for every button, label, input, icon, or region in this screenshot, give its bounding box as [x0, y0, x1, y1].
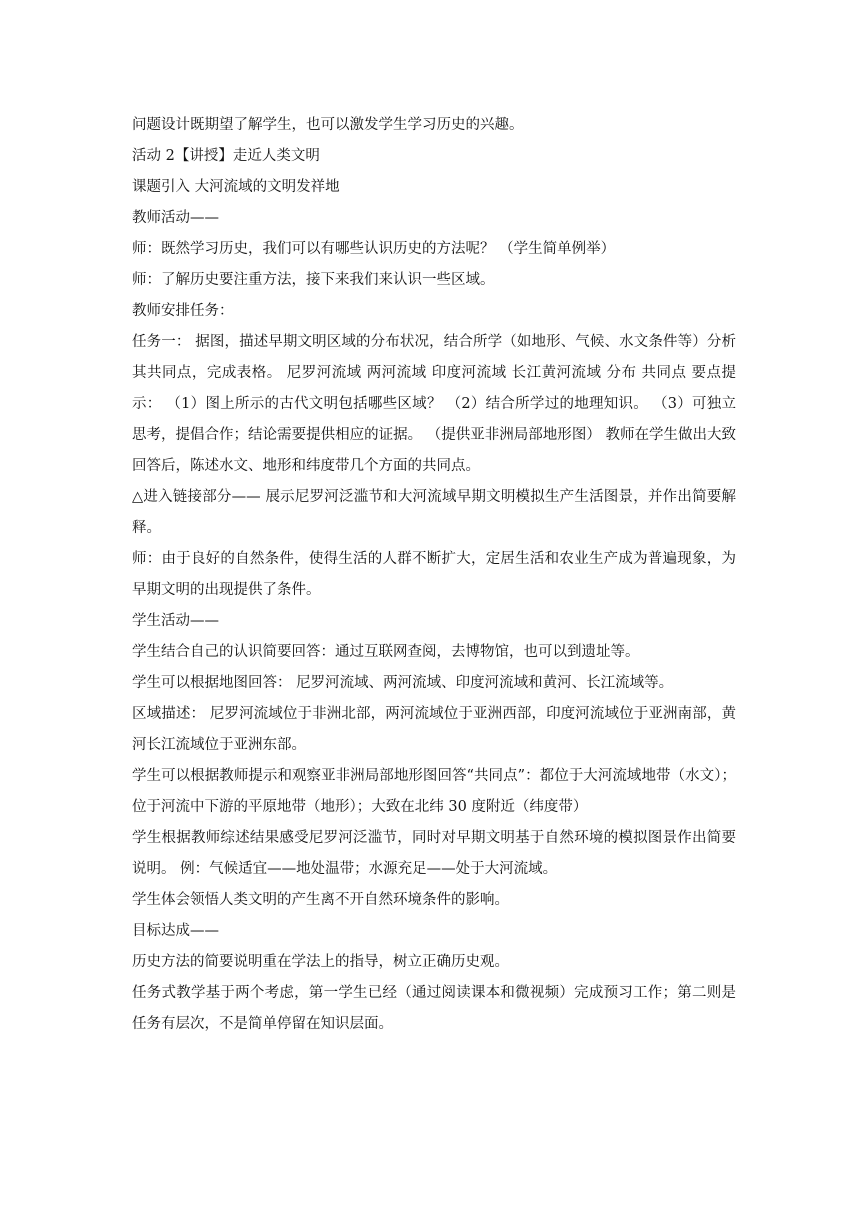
paragraph-goal-task-teaching: 任务式教学基于两个考虑，第一学生已经（通过阅读课本和微视频）完成预习工作；第二则是任务有层次，不是简单停留在知识层面。	[132, 985, 736, 1032]
paragraph-student-answer-map: 学生可以根据地图回答： 尼罗河流域、两河流域、印度河流域和黄河、长江流域等。	[132, 675, 674, 691]
paragraph-student-answer-methods: 学生结合自己的认识简要回答：通过互联网查阅，去博物馆，也可以到遗址等。	[132, 644, 640, 660]
paragraph-teacher-activity-heading: 教师活动——	[132, 210, 219, 226]
paragraph-teacher-conditions: 师：由于良好的自然条件，使得生活的人群不断扩大，定居生活和农业生产成为普遍现象，为早期文明的出现提供了条件。	[132, 551, 736, 598]
paragraph-task-one: 任务一： 据图，描述早期文明区域的分布状况，结合所学（如地形、气候、水文条件等）分析其共同点，完成表格。 尼罗河流域 两河流域 印度河流域 长江黄河流域 分布 共同点 要点提示： （1）图上所示的古代文明包括哪些区域？ （2）结合所学过的地理知识。 （3）可独立思考，提倡合作；结论需要提供相应的证据。 （提供亚非洲局部地形图） 教师在学生做出大致回答后，陈述水文、地形和纬度带几个方面的共同点。	[132, 334, 736, 474]
paragraph-intro: 问题设计既期望了解学生，也可以激发学生学习历史的兴趣。	[132, 117, 524, 133]
paragraph-link-section: △进入链接部分—— 展示尼罗河泛滥节和大河流域早期文明模拟生产生活图景，并作出简要解释。	[132, 489, 736, 536]
paragraph-region-description: 区域描述： 尼罗河流域位于非洲北部，两河流域位于亚洲西部，印度河流域位于亚洲南部，黄河长江流域位于亚洲东部。	[132, 706, 736, 753]
paragraph-student-explanation: 学生根据教师综述结果感受尼罗河泛滥节，同时对早期文明基于自然环境的模拟图景作出简要说明。 例：气候适宜——地处温带；水源充足——处于大河流域。	[132, 830, 736, 877]
paragraph-activity-heading: 活动 2【讲授】走近人类文明	[132, 148, 320, 164]
paragraph-goal-method: 历史方法的简要说明重在学法上的指导，树立正确历史观。	[132, 954, 509, 970]
document-body	[132, 110, 736, 1040]
paragraph-common-points: 学生可以根据教师提示和观察亚非洲局部地形图回答“共同点”：都位于大河流域地带（水文）；位于河流中下游的平原地带（地形）；大致在北纬 30 度附近（纬度带）	[132, 768, 736, 815]
paragraph-teacher-method: 师：了解历史要注重方法，接下来我们来认识一些区域。	[132, 272, 495, 288]
paragraph-task-heading: 教师安排任务：	[132, 303, 234, 319]
paragraph-student-reflection: 学生体会领悟人类文明的产生离不开自然环境条件的影响。	[132, 892, 509, 908]
paragraph-student-activity-heading: 学生活动——	[132, 613, 219, 629]
paragraph-goal-heading: 目标达成——	[132, 923, 219, 939]
paragraph-teacher-question: 师：既然学习历史，我们可以有哪些认识历史的方法呢？ （学生简单例举）	[132, 241, 616, 257]
paragraph-topic-intro: 课题引入 大河流域的文明发祥地	[132, 179, 340, 195]
